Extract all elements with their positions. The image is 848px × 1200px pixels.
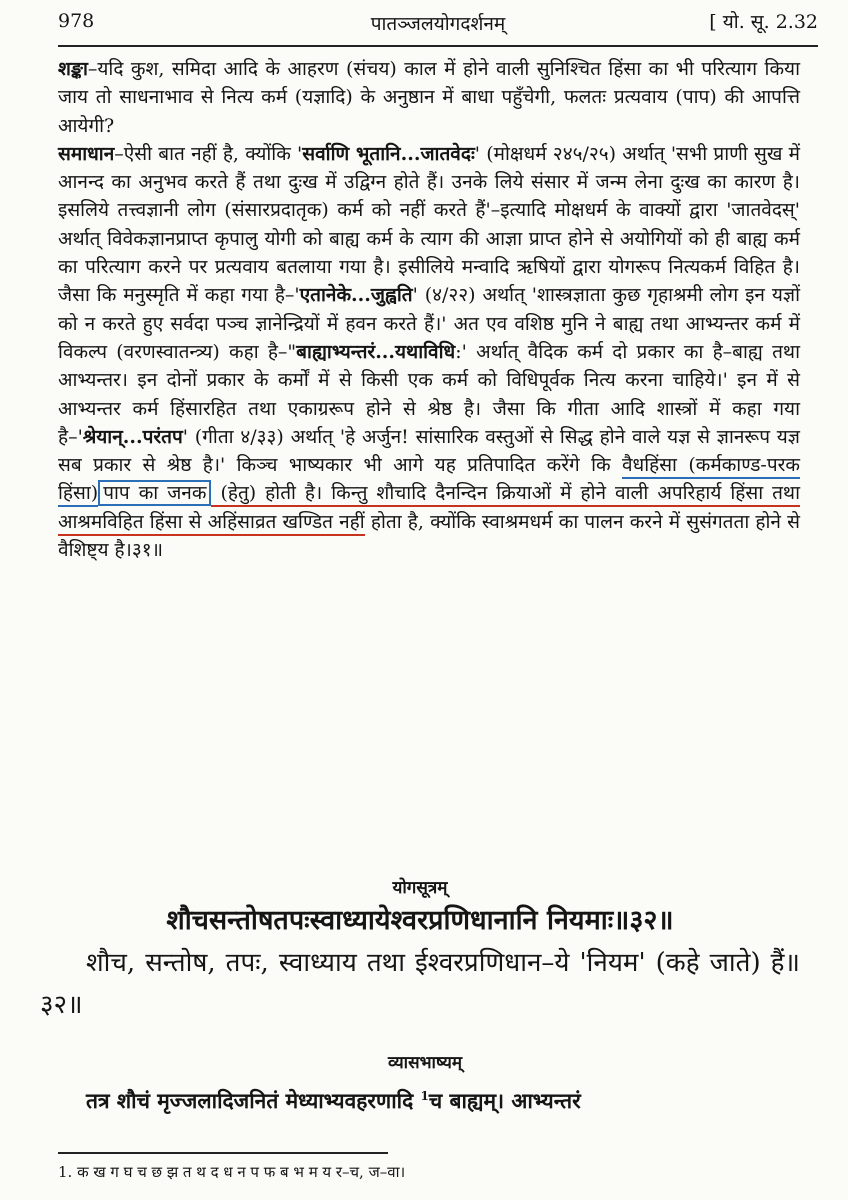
- footnote: 1. क ख ग घ च छ झ त थ द ध न प फ ब भ म य र–च, ज–वा।: [58, 1163, 406, 1181]
- footnote-marker: 1: [420, 1089, 429, 1103]
- sutra-reference: [ यो. सू. 2.32: [709, 11, 818, 33]
- samadhan-text-3: ' (४/२२) अर्थात् 'शास्त्रज्ञाता कुछ गृहाश्रमी लोग इन यज्ञों को न करते हुए सर्वदा पञ्च ज्ञानेन्द्रियों में हवन करते हैं।' अत एव वशिष्ठ मुनि ने बाह्य तथा आभ्यन्तर कर्म में विकल्प (वरणस्वातन्त्र्य) कहा है–": [58, 284, 800, 363]
- page-number: 978: [58, 10, 95, 32]
- yogasutra-heading: योगसूत्रम्: [392, 878, 448, 898]
- shanka-paragraph: [58, 55, 800, 140]
- bhashya-text-a: तत्र शौचं मृज्जलादिजनितं मेध्याभ्यवहरणादि: [86, 1088, 421, 1113]
- commentary-block: [58, 55, 800, 564]
- samadhan-paragraph: [58, 140, 800, 564]
- samadhan-text-1: –ऐसी बात नहीं है, क्योंकि ': [114, 142, 303, 165]
- boxed-phrase: पाप का जनक: [98, 480, 211, 506]
- samadhan-text-5: ' (गीता ४/३३) अर्थात् 'हे अर्जुन! सांसारिक वस्तुओं से सिद्ध होने वाले यज्ञ से ज्ञानरूप यज्ञ सब प्रकार से श्रेष्ठ है।' किञ्च भाष्यकार भी आगे यह प्रतिपादित करेंगे कि: [58, 425, 800, 477]
- quote-manu: एतानेके...जुह्वति: [299, 284, 413, 307]
- running-title: पातञ्जलयोगदर्शनम्: [370, 13, 506, 35]
- shanka-label: शङ्का: [58, 58, 88, 80]
- running-header: [58, 6, 818, 40]
- footnote-rule: [58, 1152, 388, 1154]
- vyasabhashya-section: [50, 1050, 800, 1118]
- sutra-text: शौचसन्तोषतपःस्वाध्यायेश्वरप्रणिधानानि नियमाः॥३२॥: [166, 905, 674, 936]
- samadhan-text-2: ' (मोक्षधर्म २४५/२५) अर्थात् 'सभी प्राणी सुख में आनन्द का अनुभव करते हैं तथा दुःख में उद्विग्न होते हैं। उनके लिये संसार में जन्म लेना दुःख का कारण है। इसलिये तत्त्वज्ञानी लोग (संसारप्रदातृक) कर्म को नहीं करते हैं'–इत्यादि मोक्षधर्म के वाक्यों द्वारा 'जातवेदस्' अर्थात् विवेकज्ञानप्राप्त कृपालु योगी को बाह्य कर्म के त्याग की आज्ञा प्राप्त होने से अयोगियों को ही बाह्य कर्म का परित्याग करने पर प्रत्यवाय बतलाया गया है। इसीलिये मन्वादि ऋषियों द्वारा योगरूप नित्यकर्म विहित है। जैसा कि मनुस्मृति में कहा गया है–': [58, 142, 800, 307]
- vyasabhashya-heading: व्यासभाष्यम्: [388, 1053, 462, 1073]
- red-underlined-phrase: (हेतु) होती है। किन्तु शौचादि दैनन्दिन क्रियाओं में होने वाली अपरिहार्य हिंसा तथा आश्रमविहित हिंसा से अहिंसाव्रत खण्डित नहीं: [58, 482, 800, 535]
- sutra-translation: शौच, सन्तोष, तपः, स्वाध्याय तथा ईश्वरप्रणिधान–ये 'नियम' (कहे जाते) हैं॥३२॥: [40, 948, 800, 1020]
- shanka-text: –यदि कुश, समिदा आदि के आहरण (संचय) काल में होने वाली सुनिश्चित हिंसा का भी परित्याग किया जाय तो साधनाभाव से नित्य कर्म (यज्ञादि) के अनुष्ठान में बाधा पहुँचेगी, फलतः प्रत्यवाय (पाप) की आपत्ति आयेगी?: [58, 58, 800, 137]
- quote-moksha: सर्वाणि भूतानि...जातवेदः: [302, 142, 475, 165]
- blue-underlined-phrase: वैधहिंसा (कर्मकाण्ड-परक हिंसा): [58, 454, 800, 507]
- quote-vashishtha: बाह्याभ्यन्तरं...यथाविधि: [296, 340, 456, 363]
- bhashya-text-b: च बाह्यम्। आभ्यन्तरं: [428, 1088, 581, 1113]
- samadhan-label: समाधान: [58, 142, 115, 165]
- quote-gita: श्रेयान्...परंतप: [82, 425, 183, 448]
- samadhan-text-6: होता है, क्योंकि स्वाश्रमधर्म का पालन करने में सुसंगतता होने से वैशिष्ट्य है।३१॥: [58, 510, 800, 562]
- yogasutra-section: [40, 875, 800, 1026]
- header-rule: [58, 45, 818, 47]
- bhashya-line: [50, 1079, 800, 1118]
- samadhan-text-4: :' अर्थात् वैदिक कर्म दो प्रकार का है–बाह्य तथा आभ्यन्तर। इन दोनों प्रकार के कर्मों में से किसी एक कर्म को विधिपूर्वक नित्य करना चाहिये।' इन में से आभ्यन्तर कर्म हिंसारहित तथा एकाग्ररूप होने से श्रेष्ठ है। जैसा कि गीता आदि शास्त्रों में कहा गया है–': [58, 340, 800, 448]
